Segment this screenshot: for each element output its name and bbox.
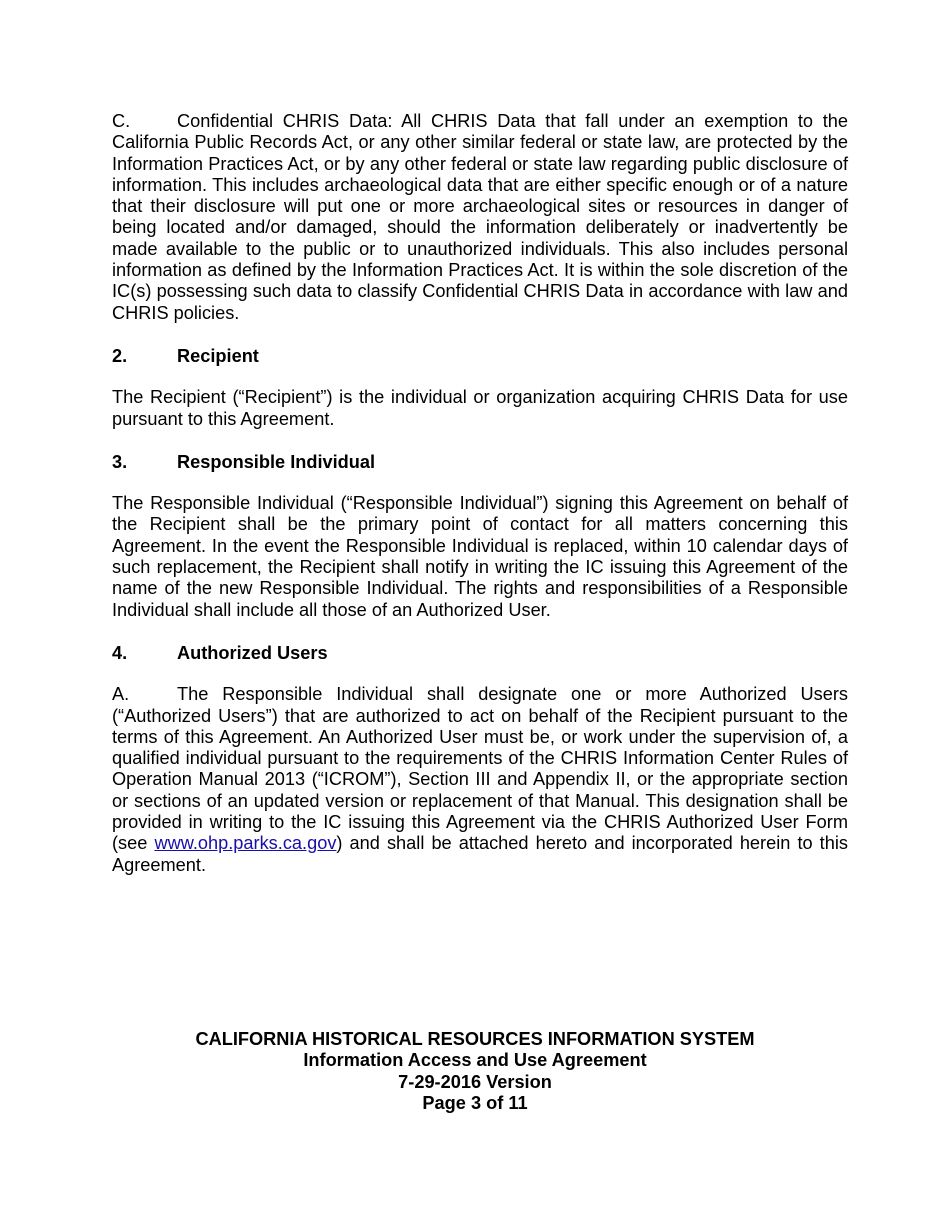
section-c-paragraph xyxy=(112,111,848,324)
section-4a-text-after-link: ) and shall be attached hereto and incorporated herein to this Agreement. xyxy=(112,833,848,875)
section-c-label: C. xyxy=(112,111,131,131)
ohp-website-link[interactable]: www.ohp.parks.ca.gov xyxy=(154,833,337,854)
section-2-heading xyxy=(112,346,848,367)
footer-system-name: CALIFORNIA HISTORICAL RESOURCES INFORMATION SYSTEM xyxy=(195,1029,755,1049)
section-3-paragraph: The Responsible Individual (“Responsible Individual”) signing this Agreement on behalf of the Recipient shall be the primary point of contact for all matters concerning this Agreement. In the event the Responsible Individual is replaced, within 10 calendar days of such replacement, the Recipient shall notify in writing the IC issuing this Agreement of the name of the new Responsible Individual. The rights and responsibilities of a Responsible Individual shall include all those of an Authorized User. xyxy=(112,493,848,620)
section-4-title: Authorized Users xyxy=(177,642,328,663)
section-4a-label: A. xyxy=(112,684,130,705)
section-2-title: Recipient xyxy=(177,345,259,366)
section-4-number: 4. xyxy=(112,642,128,663)
section-3-title: Responsible Individual xyxy=(177,451,376,472)
section-4a-text-before-link: The Responsible Individual shall designate one or more Authorized Users (“Authorized Users”) that are authorized to act on behalf of the Recipient pursuant to the terms of this Agreement. An Authorized User must be, or work under the supervision of, a qualified individual pursuant to the requirements of the CHRIS Information Center Rules of Operation Manual 2013 (“ICROM”), Section III and Appendix II, or the appropriate section or sections of an updated version or replacement of that Manual. This designation shall be provided in writing to the IC issuing this Agreement via the CHRIS Authorized User Form (see xyxy=(112,684,848,854)
section-4a-paragraph xyxy=(112,684,848,876)
section-2-number: 2. xyxy=(112,345,128,366)
section-c-text: Confidential CHRIS Data: All CHRIS Data that fall under an exemption to the California Public Records Act, or any other similar federal or state law, are protected by the Information Practices Act, or by any other federal or state law regarding public disclosure of information. This includes archaeological data that are either specific enough or of a nature that their disclosure will put one or more archaeological sites or resources in danger of being located and/or damaged, should the information deliberately or inadvertently be made available to the public or to unauthorized individuals. This also includes personal information as defined by the Information Practices Act. It is within the sole discretion of the IC(s) possessing such data to classify Confidential CHRIS Data in accordance with law and CHRIS policies. xyxy=(112,111,848,323)
section-3-number: 3. xyxy=(112,451,128,472)
footer-page-number: Page 3 of 11 xyxy=(422,1093,528,1114)
document-body xyxy=(112,111,848,876)
section-3-heading xyxy=(112,452,848,473)
footer-version: 7-29-2016 Version xyxy=(398,1071,552,1092)
page-footer xyxy=(0,1029,950,1115)
section-4-heading xyxy=(112,643,848,664)
footer-agreement-title: Information Access and Use Agreement xyxy=(303,1050,647,1071)
section-2-paragraph: The Recipient (“Recipient”) is the individual or organization acquiring CHRIS Data for use pursuant to this Agreement. xyxy=(112,387,848,429)
